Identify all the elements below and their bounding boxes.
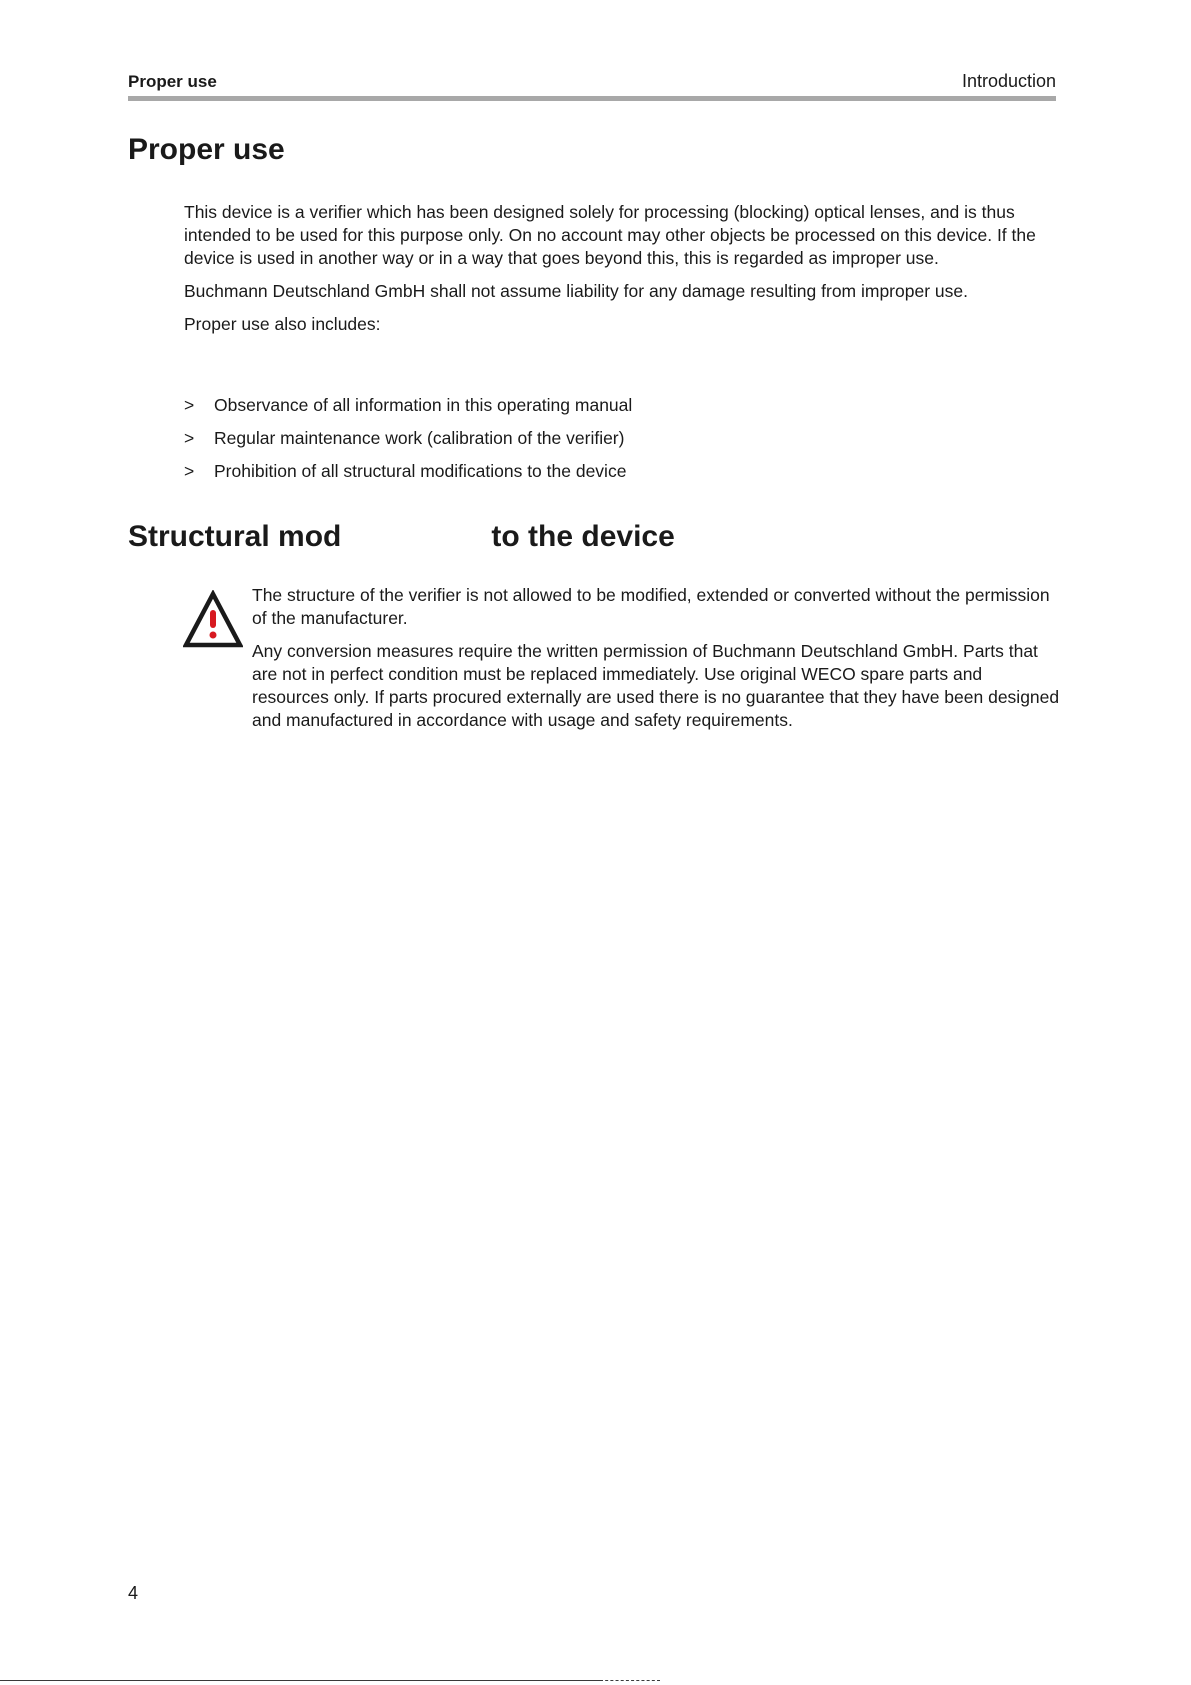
- bullet-marker: >: [184, 395, 195, 415]
- paragraph: Buchmann Deutschland GmbH shall not assume liability for any damage resulting from improper use.: [184, 281, 968, 301]
- list-item-text: Prohibition of all structural modifications to the device: [214, 461, 627, 481]
- list-item: [184, 460, 632, 493]
- paragraph: Proper use also includes:: [184, 314, 381, 334]
- header-rule: [128, 96, 1056, 101]
- page-number: 4: [128, 1583, 139, 1603]
- list-item-text: Regular maintenance work (calibration of the verifier): [214, 428, 625, 448]
- scan-edge-line: [0, 1680, 600, 1681]
- list-item-text: Observance of all information in this operating manual: [214, 395, 633, 415]
- section-body-proper-use: [184, 201, 1064, 346]
- list-item: [184, 427, 632, 460]
- paragraph: This device is a verifier which has been designed solely for processing (blocking) optical lenses, and is thus intended to be used for this purpose only. On no account may other objects be processed on this device. If the device is used in another way or in a way that goes beyond this, this is regarded as improper use.: [184, 202, 1036, 268]
- running-header-chapter: Introduction: [961, 71, 1056, 91]
- section-body-structural-modifications: [252, 584, 1060, 742]
- scan-edge-dash: [600, 1680, 660, 1682]
- section-title-proper-use: Proper use: [128, 133, 285, 166]
- paragraph: The structure of the verifier is not allowed to be modified, extended or converted without the permission of the manufacturer.: [252, 585, 1050, 628]
- warning-triangle-icon: [183, 590, 243, 648]
- section-title-structural-modifications: Structural mod to the device: [128, 520, 675, 553]
- warning-triangle-svg: [183, 590, 243, 648]
- paragraph: Any conversion measures require the written permission of Buchmann Deutschland GmbH. Parts that are not in perfect condition must be replaced immediately. Use original WECO spare parts and resources only. If parts procured externally are used there is no guarantee that they have been designed and manufactured in accordance with usage and safety requirements.: [252, 641, 1060, 730]
- list-item: [184, 394, 632, 427]
- bullet-list: [184, 394, 632, 493]
- bullet-marker: >: [184, 428, 195, 448]
- bullet-marker: >: [184, 461, 195, 481]
- running-header-section: Proper use: [128, 72, 217, 91]
